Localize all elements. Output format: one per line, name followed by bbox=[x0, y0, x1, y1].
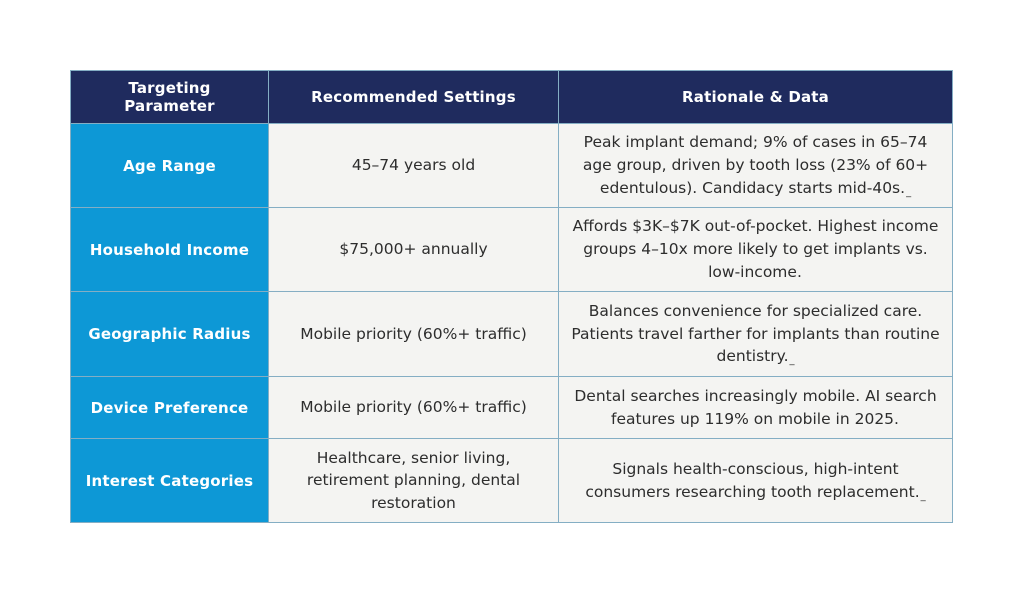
parameter-cell: Age Range bbox=[71, 124, 269, 208]
table-row-interest-categories bbox=[71, 439, 953, 523]
rationale-cell bbox=[559, 208, 953, 292]
table-row-age-range bbox=[71, 124, 953, 208]
parameter-cell: Interest Categories bbox=[71, 439, 269, 523]
table-header-row bbox=[71, 71, 953, 124]
parameter-cell: Device Preference bbox=[71, 377, 269, 439]
rationale-cell bbox=[559, 439, 953, 523]
citation-mark: _ bbox=[789, 355, 795, 367]
targeting-parameters-table bbox=[70, 70, 953, 523]
parameter-cell: Geographic Radius bbox=[71, 292, 269, 377]
rationale-cell bbox=[559, 292, 953, 377]
rationale-cell bbox=[559, 377, 953, 439]
column-header-targeting-parameter: Targeting Parameter bbox=[71, 71, 269, 124]
setting-cell: Mobile priority (60%+ traffic) bbox=[269, 377, 559, 439]
rationale-text: Peak implant demand; 9% of cases in 65–74 age group, driven by tooth loss (23% of 60+ edentulous). Candidacy starts mid-40s. bbox=[582, 133, 929, 197]
targeting-table-container bbox=[70, 70, 953, 523]
setting-cell: Mobile priority (60%+ traffic) bbox=[269, 292, 559, 377]
rationale-text: Dental searches increasingly mobile. AI search features up 119% on mobile in 2025. bbox=[574, 386, 937, 428]
column-header-rationale-data: Rationale & Data bbox=[559, 71, 953, 124]
citation-mark: _ bbox=[906, 186, 912, 198]
rationale-text: Signals health-conscious, high-intent consumers researching tooth replacement. bbox=[585, 459, 920, 501]
rationale-text: Balances convenience for specialized care. Patients travel farther for implants than routine dentistry. bbox=[571, 301, 940, 366]
citation-mark: _ bbox=[920, 490, 926, 502]
rationale-text: Affords $3K–$7K out-of-pocket. Highest income groups 4–10x more likely to get implants vs. low-income. bbox=[572, 217, 939, 281]
table-row-geographic-radius bbox=[71, 292, 953, 377]
column-header-recommended-settings: Recommended Settings bbox=[269, 71, 559, 124]
table-row-household-income bbox=[71, 208, 953, 292]
setting-cell: $75,000+ annually bbox=[269, 208, 559, 292]
table-row-device-preference bbox=[71, 377, 953, 439]
rationale-cell bbox=[559, 124, 953, 208]
setting-cell: Healthcare, senior living, retirement planning, dental restoration bbox=[269, 439, 559, 523]
setting-cell: 45–74 years old bbox=[269, 124, 559, 208]
parameter-cell: Household Income bbox=[71, 208, 269, 292]
